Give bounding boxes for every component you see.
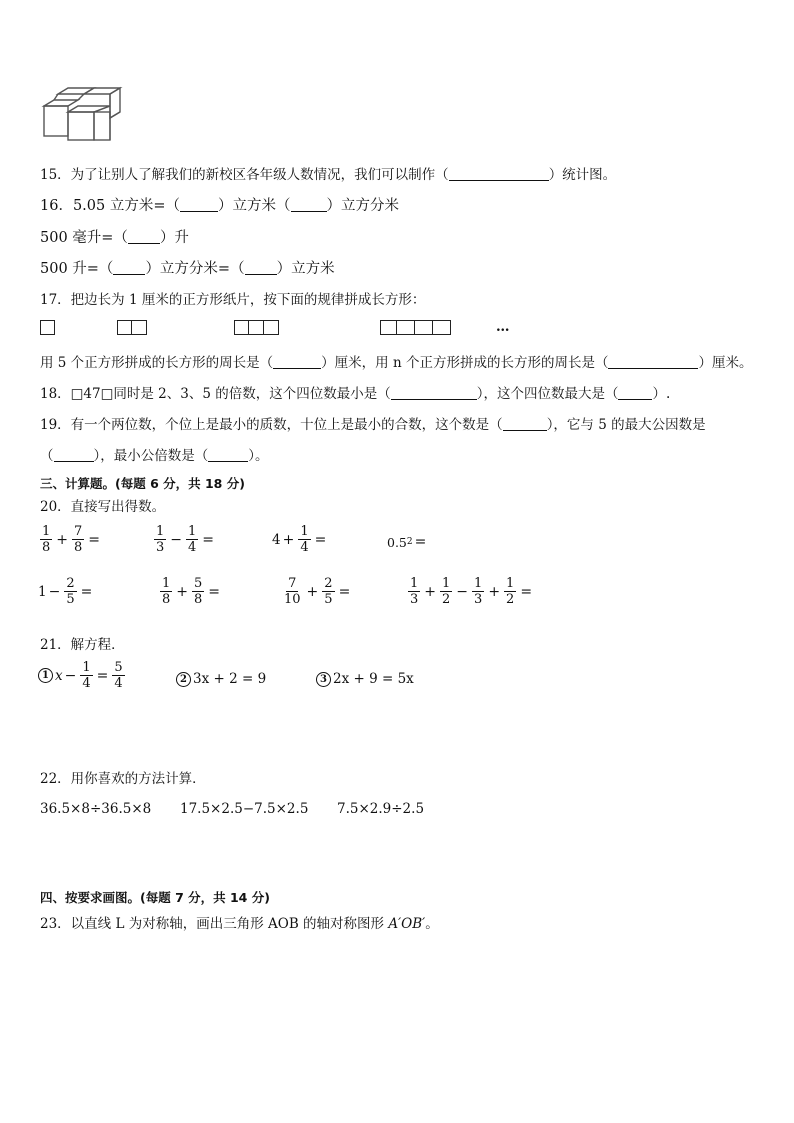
q19-text-a: 19．有一个两位数，个位上是最小的质数，十位上是最小的合数，这个数是（	[40, 417, 503, 433]
q23-text: 23．以直线 L 为对称轴，画出三角形 AOB 的轴对称图形	[40, 916, 385, 932]
square-pattern-1	[40, 320, 55, 335]
q17-line2-text-c: ）厘米。	[698, 355, 753, 371]
fraction: $\frac{1}{4}$	[300, 524, 309, 555]
question-19-line-1	[40, 416, 706, 434]
fraction: $\frac{1}{4}$	[188, 524, 197, 555]
q17-blank-2[interactable]	[608, 355, 698, 369]
square	[117, 320, 132, 335]
q18-text-a: 18．□47□同时是 2、3、5 的倍数，这个四位数最小是（	[40, 386, 391, 402]
question-23	[40, 915, 439, 933]
expr-2: $\frac{1}{3}$ − $\frac{1}{4}$ =	[156, 524, 215, 555]
question-20-title: 20．直接写出得数。	[40, 499, 166, 515]
question-16-line-1	[40, 197, 399, 215]
expr-7: $\frac{7}{10}$ + $\frac{2}{5}$ =	[284, 576, 351, 607]
q16-line2-text-b: ）升	[159, 230, 189, 246]
q19-line2-text-c: ）。	[248, 448, 269, 464]
fraction: $\frac{1}{2}$	[506, 576, 515, 607]
expr-4: 0.5 2 =	[387, 534, 427, 550]
equation-3-text: 2x + 9 = 5x	[333, 671, 414, 687]
circled-number-3: 3	[316, 672, 331, 687]
q16-blank-4[interactable]	[113, 261, 145, 275]
q19-blank-3[interactable]	[208, 448, 248, 462]
q18-text-c: ）.	[652, 386, 671, 402]
fraction: $\frac{5}{4}$	[114, 660, 123, 691]
q18-blank-1[interactable]	[391, 386, 477, 400]
fraction: $\frac{2}{5}$	[324, 576, 333, 607]
fraction: $\frac{1}{4}$	[82, 660, 91, 691]
circled-number-1: 1	[38, 668, 53, 683]
q17-text: 17．把边长为 1 厘米的正方形纸片，按下面的规律拼成长方形：	[40, 292, 426, 308]
equation-1: 1 x − $\frac{1}{4}$ = $\frac{5}{4}$	[38, 660, 127, 691]
square	[397, 320, 415, 335]
fraction: $\frac{1}{3}$	[156, 524, 165, 555]
square	[40, 320, 55, 335]
fraction: $\frac{7}{10}$	[284, 576, 301, 607]
q16-text-b: ）立方米（	[218, 198, 291, 214]
q18-text-b: ），这个四位数最大是（	[476, 386, 619, 402]
q19-blank-1[interactable]	[503, 417, 547, 431]
expr-3: 4 + $\frac{1}{4}$ =	[272, 524, 327, 555]
q16-blank-5[interactable]	[245, 261, 277, 275]
square-pattern-4	[380, 320, 451, 335]
circled-number-2: 2	[176, 672, 191, 687]
fraction: $\frac{7}{8}$	[74, 524, 83, 555]
square	[132, 320, 147, 335]
q17-line2-text-a: 用 5 个正方形拼成的长方形的周长是（	[40, 355, 274, 371]
expr-5: 1 − $\frac{2}{5}$ =	[38, 576, 93, 607]
q16-blank-3[interactable]	[128, 230, 160, 244]
q16-line3-text-b: ）立方分米=（	[145, 261, 245, 277]
square-pattern-2	[117, 320, 147, 335]
q19-text-b: ），它与 5 的最大公因数是	[546, 417, 706, 433]
expr-1: $\frac{1}{8}$ + $\frac{7}{8}$ =	[42, 524, 101, 555]
cube-stack-figure	[40, 86, 130, 146]
question-16-line-3	[40, 260, 335, 278]
question-17	[40, 291, 425, 309]
q15-answer-blank[interactable]	[449, 167, 549, 181]
fraction: $\frac{1}{8}$	[42, 524, 51, 555]
q16-line3-text-c: ）立方米	[276, 261, 335, 277]
q17-blank-1[interactable]	[273, 355, 321, 369]
question-22-title: 22．用你喜欢的方法计算．	[40, 771, 206, 787]
expr-6: $\frac{1}{8}$ + $\frac{5}{8}$ =	[162, 576, 221, 607]
q19-line2-text-a: （	[40, 448, 54, 464]
equation-2-text: 3x + 2 = 9	[193, 671, 267, 687]
calc-1: 36.5×8÷36.5×8	[40, 801, 152, 817]
fraction: $\frac{1}{3}$	[474, 576, 483, 607]
equation-3	[316, 671, 414, 687]
q16-blank-1[interactable]	[180, 198, 218, 212]
question-18	[40, 385, 670, 403]
square	[380, 320, 397, 335]
pattern-ellipsis: …	[496, 319, 510, 335]
square	[264, 320, 279, 335]
calc-2: 17.5×2.5−7.5×2.5	[180, 801, 309, 817]
q19-line2-text-b: ），最小公倍数是（	[93, 448, 209, 464]
q16-blank-2[interactable]	[291, 198, 327, 212]
fraction: $\frac{1}{2}$	[442, 576, 451, 607]
fraction: $\frac{1}{3}$	[410, 576, 419, 607]
question-16-line-2	[40, 229, 189, 247]
square	[433, 320, 451, 335]
fraction: $\frac{1}{8}$	[162, 576, 171, 607]
q16-line3-text-a: 500 升=（	[40, 261, 114, 277]
question-19-line-2	[40, 447, 269, 465]
square	[415, 320, 433, 335]
fraction: $\frac{2}{5}$	[66, 576, 75, 607]
q23-end: 。	[425, 916, 439, 932]
equation-2	[176, 671, 266, 687]
q15-text-b: ）统计图。	[548, 167, 617, 183]
q17-line2-text-b: ）厘米，用 n 个正方形拼成的长方形的周长是（	[321, 355, 609, 371]
question-17-line-2	[40, 354, 752, 372]
calc-3: 7.5×2.9÷2.5	[337, 801, 425, 817]
square-pattern-3	[234, 320, 279, 335]
q15-text-a: 15．为了让别人了解我们的新校区各年级人数情况，我们可以制作（	[40, 167, 449, 183]
q16-line2-text-a: 500 毫升=（	[40, 230, 128, 246]
q16-text-a: 16．5.05 立方米=（	[40, 198, 180, 214]
square	[249, 320, 264, 335]
question-21-title: 21．解方程．	[40, 637, 125, 653]
q19-blank-2[interactable]	[54, 448, 94, 462]
expr-8: $\frac{1}{3}$ + $\frac{1}{2}$ − $\frac{1}{3}$ + $\frac{1}{2}$ =	[410, 576, 533, 607]
q16-text-c: ）立方分米	[326, 198, 399, 214]
q18-blank-2[interactable]	[618, 386, 652, 400]
fraction: $\frac{5}{8}$	[194, 576, 203, 607]
q23-figure-name: A′OB′	[388, 916, 426, 932]
square	[234, 320, 249, 335]
question-15	[40, 166, 616, 184]
section-4-heading: 四、按要求画图。(每题 7 分，共 14 分)	[40, 890, 270, 905]
section-3-heading: 三、计算题。(每题 6 分，共 18 分)	[40, 476, 245, 491]
